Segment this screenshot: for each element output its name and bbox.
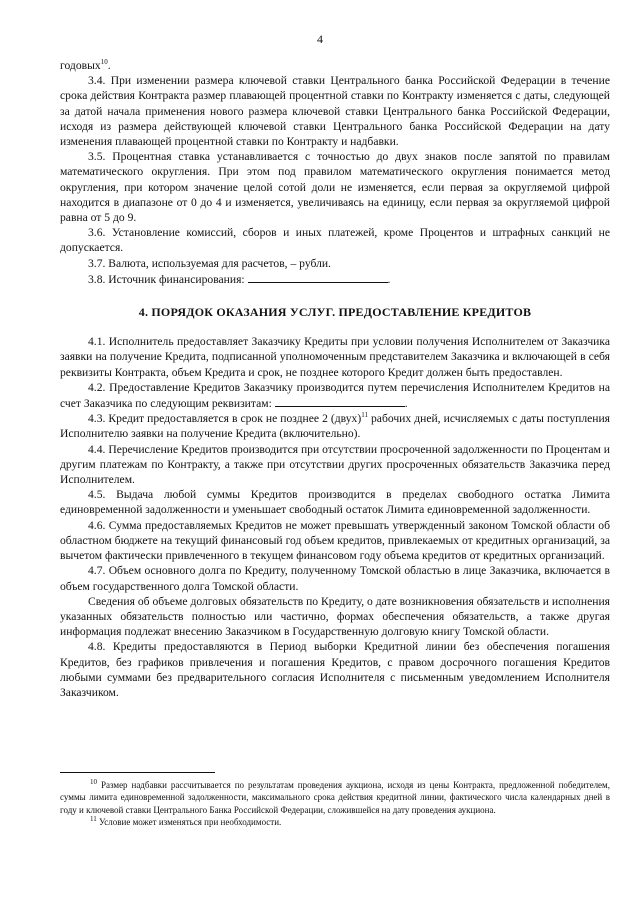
paragraph-4-1: 4.1. Исполнитель предоставляет Заказчику Кредиты при условии получения Исполнителем от Заказчика заявки на получение Кредита, подписанной уполномоченным представителем Заказчика и включающей в себя реквизиты Контракта, объем Кредита и срок, не позднее которого Кредит должен быть предоставлен. <box>60 335 610 379</box>
paragraph-3-7: 3.7. Валюта, используемая для расчетов, – рубли. <box>88 256 331 270</box>
paragraph-4-6: 4.6. Сумма предоставляемых Кредитов не может превышать утвержденный законом Томской области об областном бюджете на текущий финансовый год объем кредитов, привлекаемых от кредитных организаций, за вычетом фактически привлеченного в текущем финансовом году объема кредитов от кредитных организаций. <box>60 518 610 563</box>
paragraph-3-4: 3.4. При изменении размера ключевой ставки Центрального банка Российской Федерации в течение срока действия Контракта размер плавающей процентной ставки по Контракту изменяется с даты, следующей за датой начала применения нового размера ключевой ставки Центрального банка Российской Федерации, исходя из размера действующей ключевой ставки Центрального банка Российской Федерации на дату изменения плавающей процентной ставки по Контракту и надбавки. <box>60 74 610 149</box>
paragraph-3-5: 3.5. Процентная ставка устанавливается с точностью до двух знаков после запятой по правилам математического округления. При этом под правилом математического округления понимается метод округления, при котором значение целой сотой доли не изменяется, если первая за округляемой цифрой находится в диапазоне от 0 до 4 и изменяется, увеличиваясь на единицу, если первая за округляемой цифрой равна от 5 до 9. <box>60 150 610 225</box>
paragraph-4-5: 4.5. Выдача любой суммы Кредитов производится в пределах свободного остатка Лимита единовременной задолженности и уменьшает свободный остаток Лимита единовременной задолженности. <box>60 488 610 517</box>
paragraph-4-3: 4.3. Кредит предоставляется в срок не позднее 2 (двух)$^{11}$ рабочих дней, исчисляемых с даты поступления Исполнителю заявки на получение Кредита (включительно). <box>60 411 610 441</box>
paragraph-3-6: 3.6. Установление комиссий, сборов и иных платежей, кроме Процентов и штрафных санкций не допускается. <box>60 226 610 255</box>
paragraph-4-7-info: Сведения об объеме долговых обязательств по Кредиту, о дате возникновения обязательств и исполнения указанных обязательств полностью или частично, формах обеспечения обязательств, а также другая информация подлежат внесению Заказчиком в Государственную долговую книгу Томской области. <box>60 594 610 639</box>
page-number: 4 <box>317 32 323 46</box>
paragraph-4-8: 4.8. Кредиты предоставляются в Период выборки Кредитной линии без обеспечения погашения Кредитов, без графиков привлечения и погашения Кредитов, с правом досрочного погашения Кредитов любыми суммами без предварительного согласия Исполнителя с письменным уведомлением Исполнителя Заказчиком. <box>60 640 610 699</box>
paragraph-intro: годовых$^{10}$. <box>60 58 111 72</box>
footnote-10: $^{10}$ Размер надбавки рассчитывается по результатам проведения аукциона, исходя из цены Контракта, предложенной победителем, суммы лимита единовременной задолженности, максимального срока действия кредитной линии, фактического числа календарных дней в году и ключевой ставки Центрального Банка Российской Федерации, сложившейся на дату проведения аукциона. <box>60 778 610 815</box>
blank-line-requisites <box>275 395 405 407</box>
document-body <box>60 58 610 700</box>
blank-line-funding-source <box>248 271 388 283</box>
footnote-11: $^{11}$ Условие может изменяться при необходимости. <box>90 815 282 828</box>
footnote-ref-10: 10 <box>100 58 108 67</box>
footnote-ref-11: 11 <box>361 411 368 420</box>
paragraph-4-7: 4.7. Объем основного долга по Кредиту, полученному Томской областью в лице Заказчика, включается в объем государственного долга Томской области. <box>60 564 610 593</box>
paragraph-4-4: 4.4. Перечисление Кредитов производится при отсутствии просроченной задолженности по Процентам и другим платежам по Контракту, а также при отсутствии других просроченных обязательств Заказчика перед Исполнителем. <box>60 442 610 487</box>
footnotes <box>60 779 610 829</box>
paragraph-4-2: 4.2. Предоставление Кредитов Заказчику производится путем перечисления Исполнителем Кредитов на счет Заказчика по следующим реквизитам: . <box>60 380 610 411</box>
paragraph-3-8: 3.8. Источник финансирования: . <box>88 272 391 286</box>
section-title-4: 4. ПОРЯДОК ОКАЗАНИЯ УСЛУГ. ПРЕДОСТАВЛЕНИЕ КРЕДИТОВ <box>138 305 532 320</box>
footnote-divider <box>60 772 215 773</box>
